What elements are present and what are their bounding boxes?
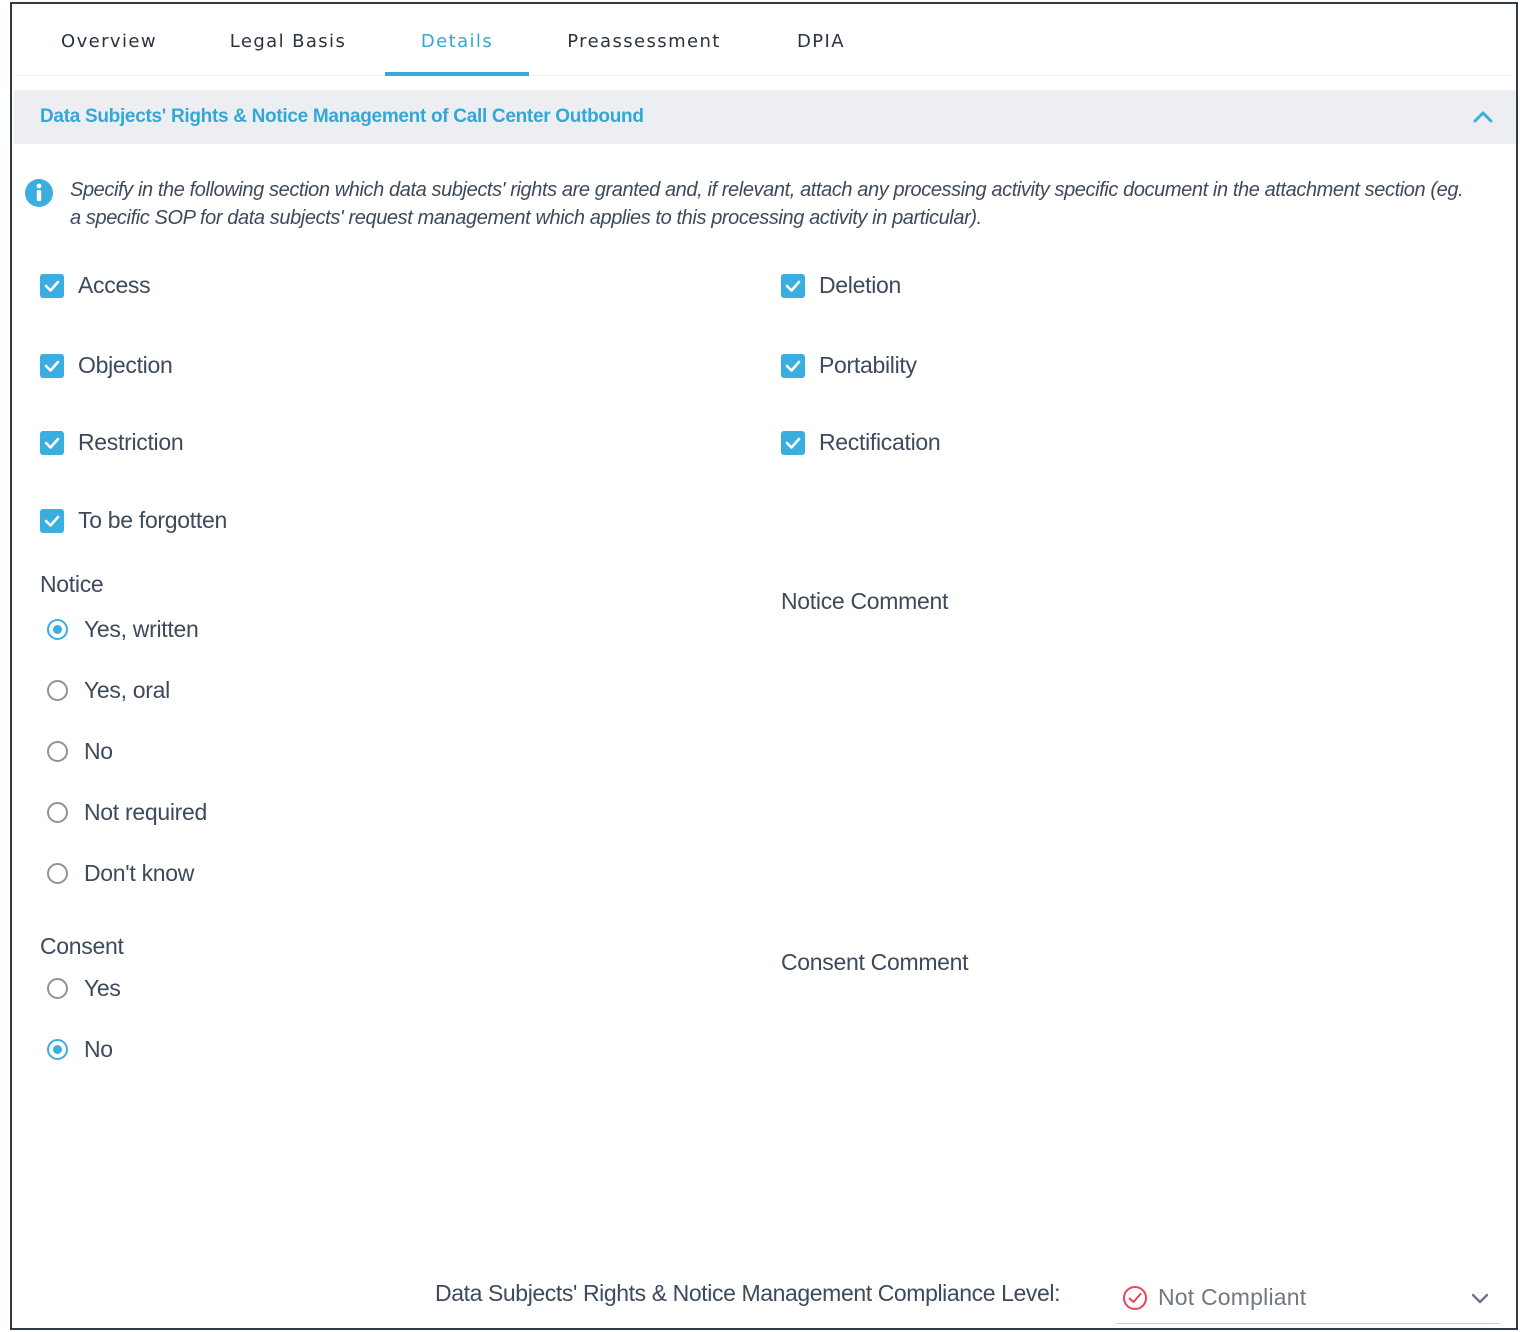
radio-unchecked-icon[interactable]: [47, 741, 68, 762]
radio-notice-no[interactable]: [47, 738, 113, 765]
checkbox-checked-icon[interactable]: [40, 354, 64, 378]
checkbox-portability[interactable]: [781, 352, 917, 379]
checkbox-access[interactable]: [40, 272, 150, 299]
details-panel: [10, 2, 1518, 1330]
radio-unchecked-icon[interactable]: [47, 978, 68, 999]
checkbox-checked-icon[interactable]: [781, 431, 805, 455]
radio-checked-icon[interactable]: [47, 1039, 68, 1060]
tab-dpia[interactable]: DPIA: [797, 31, 845, 52]
radio-label: No: [84, 1036, 113, 1062]
compliance-level-select[interactable]: [1116, 1272, 1500, 1324]
section-title: Data Subjects' Rights & Notice Management of Call Center Outbound: [40, 106, 644, 127]
checkbox-checked-icon[interactable]: [40, 509, 64, 533]
checkbox-label: Objection: [78, 352, 173, 378]
radio-label: Yes, written: [84, 616, 199, 642]
section-header[interactable]: [14, 90, 1516, 144]
radio-unchecked-icon[interactable]: [47, 802, 68, 823]
radio-checked-icon[interactable]: [47, 619, 68, 640]
tab-preassessment[interactable]: Preassessment: [567, 31, 721, 52]
checkbox-restriction[interactable]: [40, 429, 183, 456]
tab-legal-basis[interactable]: Legal Basis: [229, 31, 347, 52]
checkbox-checked-icon[interactable]: [781, 354, 805, 378]
chevron-up-icon[interactable]: [1472, 106, 1494, 128]
checkbox-label: Portability: [819, 352, 917, 378]
checkbox-label: Rectification: [819, 429, 941, 455]
consent-comment-label: Consent Comment: [781, 949, 969, 975]
chevron-down-icon[interactable]: [1470, 1288, 1490, 1308]
checkbox-deletion[interactable]: [781, 272, 901, 299]
radio-unchecked-icon[interactable]: [47, 863, 68, 884]
radio-notice-yes-oral[interactable]: [47, 677, 170, 704]
compliance-level-value: Not Compliant: [1158, 1284, 1307, 1310]
tab-details[interactable]: Details: [385, 4, 529, 74]
radio-label: No: [84, 738, 113, 764]
radio-consent-yes[interactable]: [47, 975, 121, 1002]
checkbox-objection[interactable]: [40, 352, 172, 379]
checkbox-checked-icon[interactable]: [40, 274, 64, 298]
info-icon: [24, 178, 54, 208]
not-compliant-check-icon: [1122, 1285, 1148, 1311]
compliance-level-label: Data Subjects' Rights & Notice Management Compliance Level:: [435, 1280, 1061, 1306]
radio-label: Not required: [84, 799, 207, 825]
radio-notice-yes-written[interactable]: [47, 616, 198, 643]
radio-label: Don't know: [84, 860, 195, 886]
radio-label: Yes: [84, 975, 121, 1001]
notice-label: Notice: [40, 571, 104, 597]
checkbox-label: Access: [78, 272, 151, 298]
checkbox-to-be-forgotten[interactable]: [40, 507, 227, 534]
radio-unchecked-icon[interactable]: [47, 680, 68, 701]
info-text: Specify in the following section which data subjects' rights are granted and, if relevant, attach any processing activity specific document in the attachment section (eg. a specific SOP for data subjects' request management which applies to this processing activity in particular).: [70, 179, 1464, 229]
consent-label: Consent: [40, 933, 124, 959]
checkbox-label: To be forgotten: [78, 507, 227, 533]
radio-notice-not-required[interactable]: [47, 799, 207, 826]
radio-consent-no[interactable]: [47, 1036, 113, 1063]
checkbox-label: Restriction: [78, 429, 184, 455]
checkbox-label: Deletion: [819, 272, 901, 298]
radio-label: Yes, oral: [84, 677, 170, 703]
checkbox-checked-icon[interactable]: [781, 274, 805, 298]
notice-comment-label: Notice Comment: [781, 588, 949, 614]
checkbox-checked-icon[interactable]: [40, 431, 64, 455]
checkbox-rectification[interactable]: [781, 429, 940, 456]
radio-notice-dont-know[interactable]: [47, 860, 194, 887]
tab-overview[interactable]: Overview: [61, 31, 157, 52]
tab-bar: [12, 4, 1516, 76]
